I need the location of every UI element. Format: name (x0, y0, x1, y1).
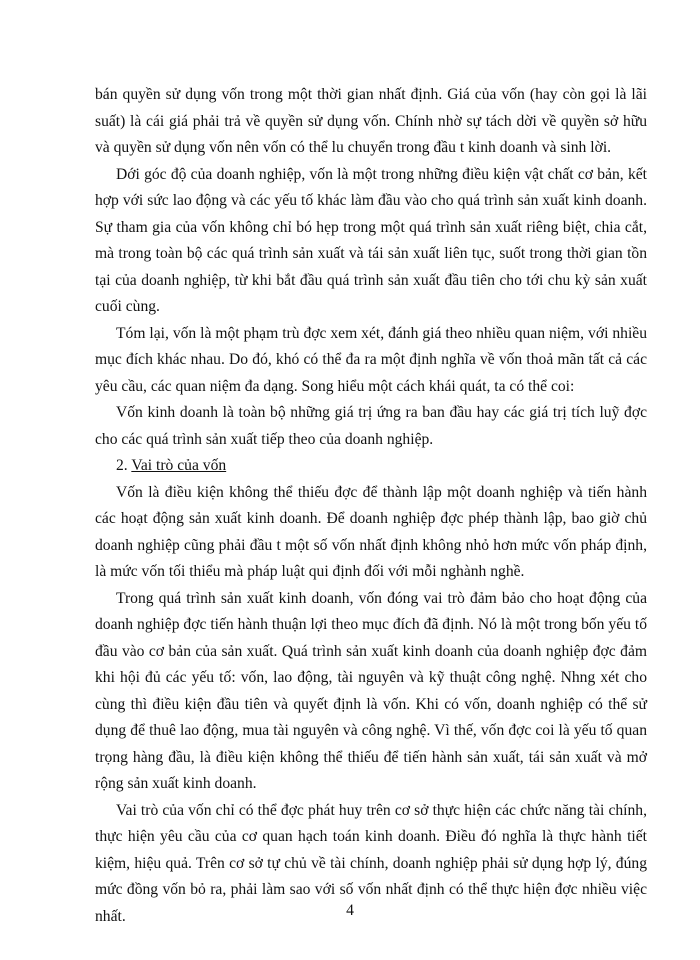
document-page (95, 82, 647, 930)
paragraph-3: Tóm lại, vốn là một phạm trù đợc xem xét, đánh giá theo nhiều quan niệm, với nhiều mục đích khác nhau. Do đó, khó có thể đa ra một định nghĩa về vốn thoả mãn tất cả các yêu cầu, các quan niệm đa dạng. Song hiểu một cách khái quát, ta có thể coi: (95, 324, 647, 395)
section-title: Vai trò của vốn (131, 457, 227, 474)
section-number: 2. (116, 457, 128, 474)
paragraph-2: Dới góc độ của doanh nghiệp, vốn là một trong những điều kiện vật chất cơ bản, kết hợp với sức lao động và các yếu tố khác làm đầu vào cho quá trình sản xuất kinh doanh. Sự tham gia của vốn không chỉ bó hẹp trong một quá trình sản xuất riêng biệt, chia cắt, mà trong toàn bộ các quá trình sản xuất và tái sản xuất liên tục, suốt trong thời gian tồn tại của doanh nghiệp, từ khi bắt đầu quá trình sản xuất đầu tiên cho tới chu kỳ sản xuất cuối cùng. (95, 165, 647, 315)
paragraph-7: Vai trò của vốn chỉ có thể đợc phát huy trên cơ sở thực hiện các chức năng tài chính, thực hiện yêu cầu của cơ quan hạch toán kinh doanh. Điều đó nghĩa là thực hành tiết kiệm, hiệu quả. Trên cơ sở tự chủ về tài chính, doanh nghiệp phải sử dụng hợp lý, đúng mức đồng vốn bỏ ra, phải làm sao với số vốn nhất định có thể thực hiện đợc nhiều việc nhất. (95, 801, 647, 925)
section-heading (95, 453, 647, 480)
paragraph-6: Trong quá trình sản xuất kinh doanh, vốn đóng vai trò đảm bảo cho hoạt động của doanh nghiệp đợc tiến hành thuận lợi theo mục đích đã định. Nó là một trong bốn yếu tố đầu vào cơ bản của sản xuất. Quá trình sản xuất kinh doanh của doanh nghiệp đợc đảm khi hội đủ các yếu tố: vốn, lao động, tài nguyên và kỹ thuật công nghệ. Nhng xét cho cùng thì điều kiện đầu tiên và quyết định là vốn. Khi có vốn, doanh nghiệp có thể sử dụng để thuê lao động, mua tài nguyên và công nghệ. Vì thế, vốn đợc coi là yếu tố quan trọng hàng đầu, là điều kiện không thể thiếu để tiến hành sản xuất, tái sản xuất và mở rộng sản xuất kinh doanh. (95, 589, 647, 792)
paragraph-1: bán quyền sử dụng vốn trong một thời gian nhất định. Giá của vốn (hay còn gọi là lãi suất) là cái giá phải trả về quyền sử dụng vốn. Chính nhờ sự tách dời về quyền sở hữu và quyền sử dụng vốn nên vốn có thể lu chuyển trong đầu t kinh doanh và sinh lời. (95, 86, 647, 156)
paragraph-4: Vốn kinh doanh là toàn bộ những giá trị ứng ra ban đầu hay các giá trị tích luỹ đợc cho các quá trình sản xuất tiếp theo của doanh nghiệp. (95, 404, 647, 448)
page-number: 4 (346, 902, 354, 919)
paragraph-5: Vốn là điều kiện không thể thiếu đợc để thành lập một doanh nghiệp và tiến hành các hoạt động sản xuất kinh doanh. Để doanh nghiệp đợc phép thành lập, bao giờ chủ doanh nghiệp cũng phải đầu t một số vốn nhất định không nhỏ hơn mức vốn pháp định, là mức vốn tối thiểu mà pháp luật qui định đối với mỗi nghành nghề. (95, 483, 647, 580)
